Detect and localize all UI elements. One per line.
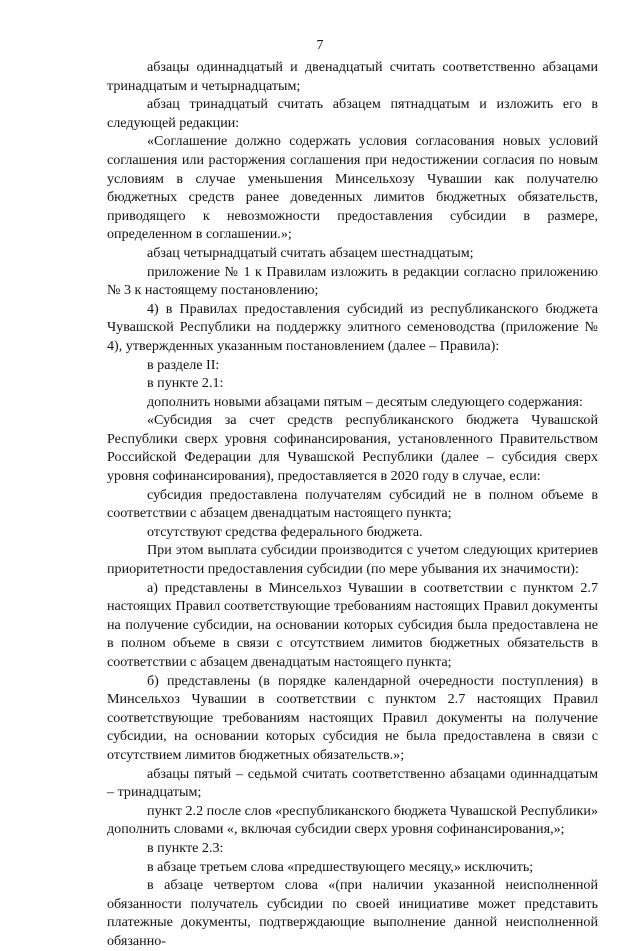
paragraph: «Соглашение должно содержать условия согласования новых условий соглашения или расторжения соглашения при недостижении согласия по новым условиям в случае уменьшения Минсельхозу Чувашии как получателю бюджетных средств ранее доведенных лимитов бюджетных обязательств, приводящего к невозможности предоставления субсидии в размере, определенном в соглашении.»; bbox=[107, 133, 598, 243]
paragraph: отсутствуют средства федерального бюджета. bbox=[147, 523, 423, 540]
paragraph: абзац тринадцатый считать абзацем пятнадцатым и изложить его в следующей редакции: bbox=[107, 96, 598, 131]
paragraph: абзацы одиннадцатый и двенадцатый считать соответственно абзацами тринадцатым и четырнадцатым; bbox=[107, 59, 598, 94]
paragraph: субсидия предоставлена получателям субсидий не в полном объеме в соответствии с абзацем двенадцатым настоящего пункта; bbox=[107, 486, 598, 522]
paragraph: «Субсидия за счет средств республиканского бюджета Чувашской Республики сверх уровня софинансирования, установленного Правительством Российской Федерации для Чувашской Республики (далее – субсидия сверх уровня софинансирования), предоставляется в 2020 году в случае, если: bbox=[107, 412, 598, 485]
paragraph: а) представлены в Минсельхоз Чувашии в соответствии с пунктом 2.7 настоящих Правил соответствующие требованиям настоящих Правил документы на получение субсидии, на основании которых субсидия была предоставлена не в полном объеме в связи с отсутствием лимитов бюджетных обязательств в соответствии с абзацем двенадцатым настоящего пункта; bbox=[107, 579, 598, 670]
paragraph: в разделе II: bbox=[147, 356, 220, 373]
paragraph: в пункте 2.1: bbox=[147, 375, 224, 392]
paragraph: в пункте 2.3: bbox=[147, 839, 224, 856]
page-number: 7 bbox=[316, 38, 324, 53]
document-body bbox=[107, 58, 598, 951]
paragraph: в абзаце третьем слова «предшествующего месяцу,» исключить; bbox=[147, 858, 534, 875]
paragraph: в абзаце четвертом слова «(при наличии указанной неисполненной обязанности получатель субсидии по своей инициативе может представить платежные документы, подтверждающие выполнение данной неисполненной обязанно- bbox=[107, 877, 598, 949]
paragraph: дополнить новыми абзацами пятым – десятым следующего содержания: bbox=[147, 393, 583, 410]
paragraph: пункт 2.2 после слов «республиканского бюджета Чувашской Республики» дополнить словами «, включая субсидии сверх уровня софинансирования,»; bbox=[107, 802, 598, 838]
paragraph: б) представлены (в порядке календарной очередности поступления) в Минсельхоз Чувашии в соответствии с пунктом 2.7 настоящих Правил соответствующие требованиям настоящих Правил документы на получение субсидии, на основании которых субсидия не была предоставлена в связи с отсутствием лимитов бюджетных обязательств.»; bbox=[107, 672, 598, 763]
paragraph: приложение № 1 к Правилам изложить в редакции согласно приложению № 3 к настоящему постановлению; bbox=[107, 263, 598, 299]
paragraph: абзац четырнадцатый считать абзацем шестнадцатым; bbox=[147, 244, 474, 261]
paragraph: 4) в Правилах предоставления субсидий из республиканского бюджета Чувашской Республики на поддержку элитного семеноводства (приложение № 4), утвержденных указанным постановлением (далее – Правила): bbox=[107, 300, 598, 354]
paragraph: При этом выплата субсидии производится с учетом следующих критериев приоритетности предоставления субсидии (по мере убывания их значимости): bbox=[107, 542, 598, 578]
paragraph: абзацы пятый – седьмой считать соответственно абзацами одиннадцатым – тринадцатым; bbox=[107, 765, 598, 801]
